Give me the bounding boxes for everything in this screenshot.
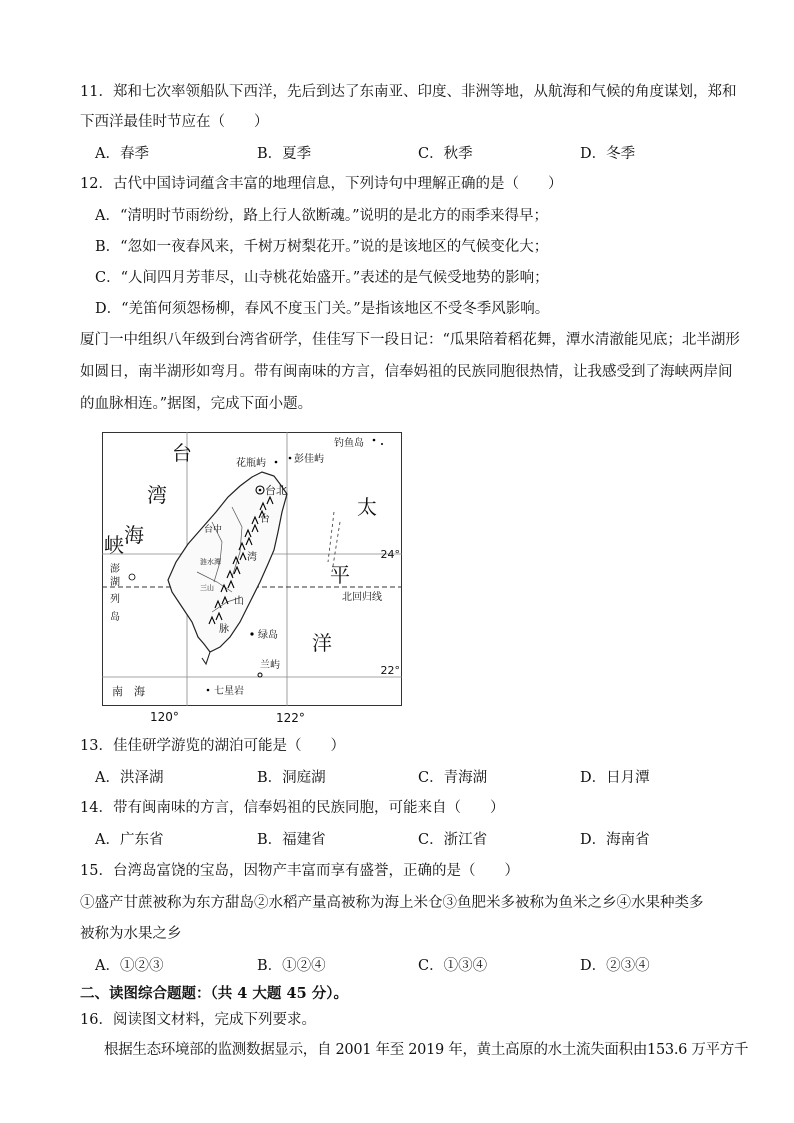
q13-stem: 13．佳佳研学游览的湖泊可能是（ ） [80,738,345,754]
q13-option-a: A．洪泽湖 [95,770,164,786]
q14-option-a: A．广东省 [95,832,164,848]
penghu-char-4: 岛 [110,612,120,623]
tropic-label: 北回归线 [342,592,382,603]
q14-option-b: B．福建省 [257,832,326,848]
strait-char-2: 湾 [147,483,167,507]
q11-option-c: C．秋季 [418,146,473,162]
q15-option-c: C．①③④ [418,958,488,974]
huaping-label: 花瓶屿 [236,458,266,469]
strait-char-4: 峡 [104,533,124,557]
taichung-label: 台中 [204,525,223,535]
q16-stem: 16．阅读图文材料，完成下列要求。 [80,1012,316,1028]
q13-option-c: C．青海湖 [418,770,488,786]
passage-line1: 厦门一中组织八年级到台湾省研学，佳佳写下一段日记：“瓜果陪着稻花舞，潭水清澈能见底；北半湖形 [80,332,740,348]
diaoyu-label: 钓鱼岛 [334,438,364,449]
q12-option-c: C．“人间四月芳菲尽，山寺桃花始盛开。”表述的是气候受地势的影响； [95,270,549,286]
passage-line3: 的血脉相连。”据图，完成下面小题。 [80,396,313,412]
q11-option-d: D．冬季 [580,146,636,162]
penghu-char-1: 澎 [110,564,120,575]
lon-122-label: 122° [276,711,305,725]
lon-120-label: 120° [150,710,179,724]
taipei-marker-center [259,489,262,492]
q15-items-line2: 被称为水果之乡 [80,926,182,942]
sanshan-label: 三山 [200,584,214,592]
q15-option-b: B．①②④ [257,958,326,974]
east-dashed-chain [328,512,334,562]
qixing-dot [207,689,210,692]
lat-24-label: 24° [380,548,400,561]
mountain-char-1: 台 [260,514,270,525]
q12-option-b: B．“忽如一夜春风来，千树万树梨花开。”说的是该地区的气候变化大； [95,239,549,255]
south-sea-label: 南 海 [112,685,145,698]
mountain-char-2: 湾 [247,552,257,563]
taiwan-south-tip [202,652,210,664]
q15-option-d: D．②③④ [580,958,650,974]
q12-option-d: D．“羌笛何须怨杨柳，春风不度玉门关。”是指该地区不受冬季风影响。 [95,301,550,317]
lat-22-label: 22° [380,664,400,677]
q15-option-a: A．①②③ [95,958,164,974]
strait-char-3: 海 [124,523,144,547]
q16-text-line1: 根据生态环境部的监测数据显示，自 2001 年至 2019 年，黄土高原的水土流失面积由153.6 万平方千 [104,1042,749,1058]
q11-stem-line1: 11．郑和七次率领船队下西洋，先后到达了东南亚、印度、非洲等地，从航海和气候的角度谋划，郑和 [80,84,737,100]
q15-items-line1: ①盛产甘蔗被称为东方甜岛②水稻产量高被称为海上米仓③鱼肥米多被称为鱼米之乡④水果种类多 [80,895,704,911]
q12-stem: 12．古代中国诗词蕴含丰富的地理信息，下列诗句中理解正确的是（ ） [80,176,563,192]
q11-stem-line2: 下西洋最佳时节应在（ ） [80,114,269,130]
penghu-char-2: 湖 [110,577,120,588]
qixing-label: 七星岩 [214,686,244,697]
q12-option-a: A．“清明时节雨纷纷，路上行人欲断魂。”说明的是北方的雨季来得早； [95,208,549,224]
q11-option-b: B．夏季 [257,146,312,162]
orchid-island-dot [258,673,262,677]
orchid-island-label: 兰屿 [260,660,280,671]
pacific-char-2: 平 [330,563,350,587]
diaoyu-island-dot [373,439,376,442]
strait-char-1: 台 [172,441,192,465]
mountain-char-4: 脉 [219,624,229,635]
q11-option-a: A．春季 [95,146,149,162]
pacific-char-1: 太 [357,495,377,519]
section2-title: 二、读图综合题题：（共 4 大题 45 分）。 [80,985,348,1002]
passage-line2: 如圆日，南半湖形如弯月。带有闽南味的方言，信奉妈祖的民族同胞很热情，让我感受到了海峡两岸间 [80,364,733,380]
pacific-char-3: 洋 [312,631,332,655]
penghu-island [129,574,135,580]
lianshui-label: 涟水潭 [200,558,221,566]
penghu-char-3: 列 [110,594,120,605]
green-island-dot [250,632,253,635]
q13-option-b: B．洞庭湖 [257,770,326,786]
q15-stem: 15．台湾岛富饶的宝岛，因物产丰富而享有盛誉，正确的是（ ） [80,863,519,879]
pengjia-dot [289,457,292,460]
green-island-label: 绿岛 [258,630,278,641]
taiwan-map [102,432,402,706]
q14-option-d: D．海南省 [580,832,650,848]
q14-stem: 14．带有闽南味的方言，信奉妈祖的民族同胞，可能来自（ ） [80,800,505,816]
taipei-label: 台北 [265,484,287,497]
huaping-dot [275,461,278,464]
pengjia-label: 彭佳屿 [294,454,324,465]
mountain-char-3: 山 [234,596,244,607]
q13-option-d: D．日月潭 [580,770,650,786]
diaoyu-island-dot [381,443,383,445]
q14-option-c: C．浙江省 [418,832,488,848]
